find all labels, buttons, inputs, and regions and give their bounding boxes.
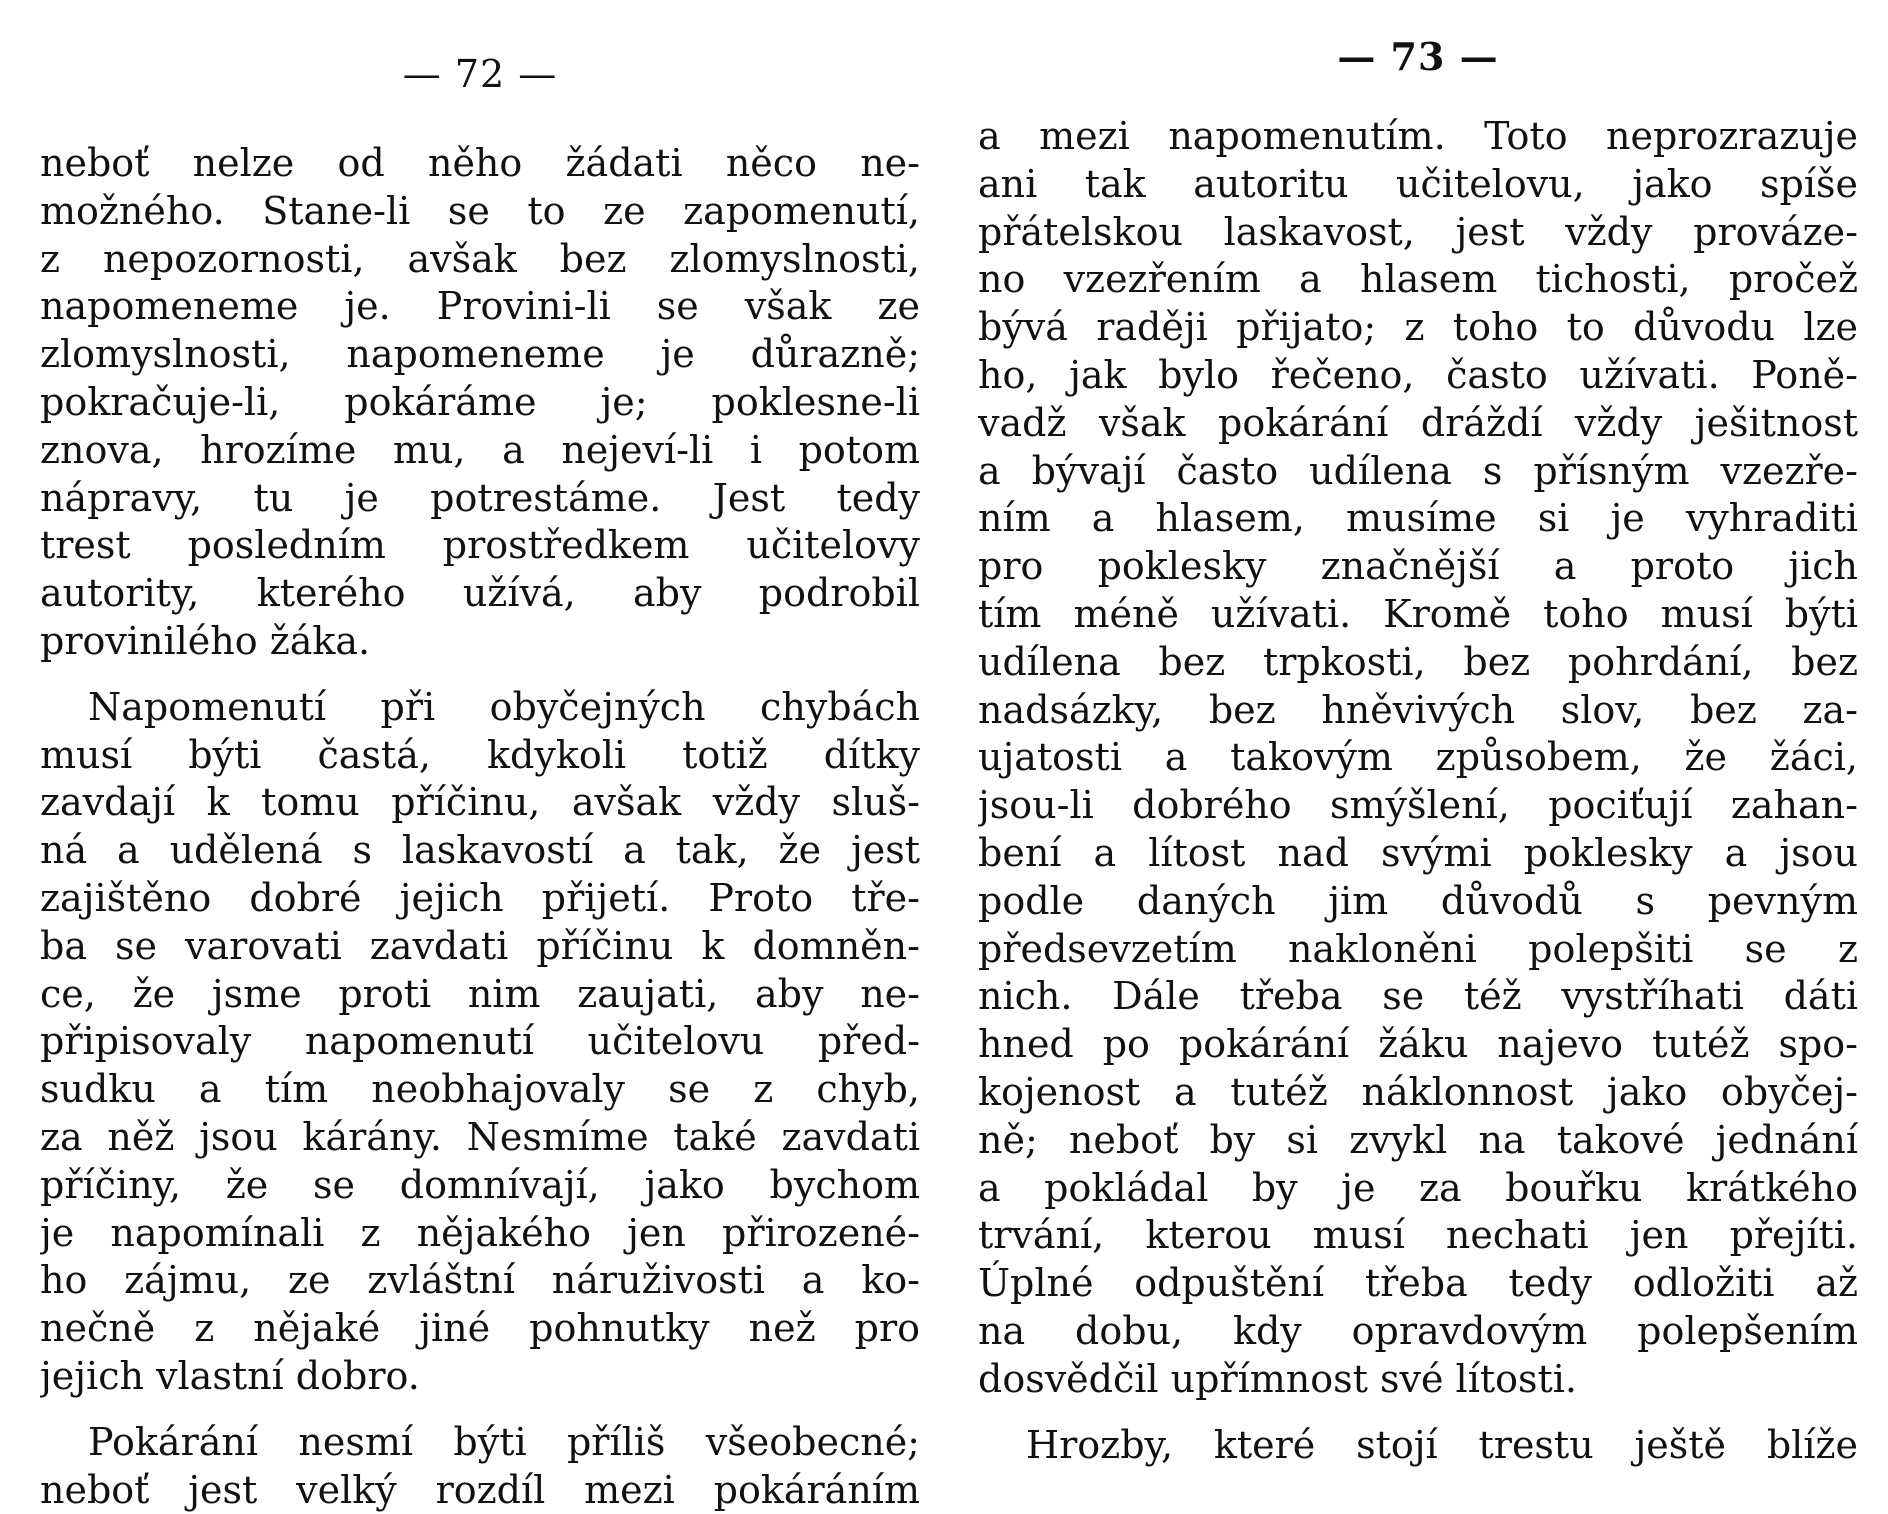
text-line: Napomenutí při obyčejných chybách xyxy=(88,684,920,729)
text-line: příčiny, že se domnívají, jako bychom xyxy=(40,1162,920,1207)
text-line: autority, kterého užívá, aby podrobil xyxy=(40,571,920,616)
text-line: neboť nelze od něho žádati něco ne- xyxy=(40,141,920,185)
text-line: a pokládal by je za bouřku krátkého xyxy=(978,1165,1858,1210)
text-line: no vzezřením a hlasem tichosti, pročež xyxy=(978,257,1858,302)
text-line: předsevzetím nakloněni polepšiti se z xyxy=(978,926,1858,971)
text-line: udílena bez trpkosti, bez pohrdání, bez xyxy=(978,639,1858,684)
text-line: sudku a tím neobhajovaly se z chyb, xyxy=(40,1067,920,1112)
text-line: vadž však pokárání dráždí vždy ješitnost xyxy=(978,400,1858,445)
text-line: pro poklesky značnější a proto jich xyxy=(978,544,1858,589)
text-line: musí býti častá, kdykoli totiž dítky xyxy=(40,732,920,777)
text-line: ho, jak bylo řečeno, často užívati. Poně- xyxy=(978,352,1858,397)
text-line: bývá raději přijato; z toho to důvodu lze xyxy=(978,305,1858,350)
text-line: Hrozby, které stojí trestu ještě blíže xyxy=(1026,1422,1858,1467)
text-line: zavdají k tomu příčinu, avšak vždy sluš- xyxy=(40,780,920,825)
text-line: zlomyslnosti, napomeneme je důrazně; xyxy=(40,332,920,377)
text-line: ho zájmu, ze zvláštní náruživosti a ko- xyxy=(40,1258,920,1303)
text-line: přátelskou laskavost, jest vždy prováze- xyxy=(978,209,1858,254)
text-line: ujatosti a takovým způsobem, že žáci, xyxy=(978,735,1858,780)
text-line: nich. Dále třeba se též vystříhati dáti xyxy=(978,974,1858,1019)
text-line: ním a hlasem, musíme si je vyhraditi xyxy=(978,496,1858,541)
text-line: neboť jest velký rozdíl mezi pokáráním xyxy=(40,1467,920,1512)
text-line: kojenost a tutéž náklonnost jako obyčej- xyxy=(978,1069,1858,1114)
text-line: podle daných jim důvodů s pevným xyxy=(978,878,1858,923)
text-line: hned po pokárání žáku najevo tutéž spo- xyxy=(978,1022,1858,1067)
text-line: nápravy, tu je potrestáme. Jest tedy xyxy=(40,475,920,520)
text-line: ba se varovati zavdati příčinu k domněn- xyxy=(40,923,920,968)
text-line: Úplné odpuštění třeba tedy odložiti až xyxy=(978,1261,1858,1306)
left-page-text xyxy=(40,140,920,1514)
text-line: a mezi napomenutím. Toto neprozrazuje xyxy=(978,114,1858,158)
text-line: za něž jsou kárány. Nesmíme také zavdati xyxy=(40,1114,920,1159)
left-page xyxy=(40,0,920,1512)
text-line: nadsázky, bez hněvivých slov, bez za- xyxy=(978,687,1858,732)
page-number-73: — 73 — xyxy=(1337,34,1499,79)
page-number-72: — 72 — xyxy=(402,52,558,96)
text-line: ani tak autoritu učitelovu, jako spíše xyxy=(978,161,1858,206)
text-line: Pokárání nesmí býti příliš všeobecné; xyxy=(88,1419,920,1464)
text-line: jejich vlastní dobro. xyxy=(40,1353,420,1398)
paragraph-gap xyxy=(40,666,920,684)
text-line: připisovaly napomenutí učitelovu před- xyxy=(40,1019,920,1064)
text-line: bení a lítost nad svými poklesky a jsou xyxy=(978,830,1858,875)
text-line: trvání, kterou musí nechati jen přejíti. xyxy=(978,1213,1858,1258)
paragraph-gap xyxy=(40,1401,920,1419)
text-line: nečně z nějaké jiné pohnutky než pro xyxy=(40,1306,920,1351)
right-page xyxy=(978,0,1858,1500)
text-line: a bývají často udílena s přísným vzezře- xyxy=(978,448,1858,493)
text-line: možného. Stane-li se to ze zapomenutí, xyxy=(40,188,920,233)
text-line: zajištěno dobré jejich přijetí. Proto tře- xyxy=(40,875,920,920)
text-line: z nepozornosti, avšak bez zlomyslnosti, xyxy=(40,236,920,281)
text-line: napomeneme je. Provini-li se však ze xyxy=(40,284,920,329)
text-line: na dobu, kdy opravdovým polepšením xyxy=(978,1308,1858,1353)
text-line: tím méně užívati. Kromě toho musí býti xyxy=(978,591,1858,636)
text-line: je napomínali z nějakého jen přirozené- xyxy=(40,1210,920,1255)
right-page-text xyxy=(978,113,1858,1469)
text-line: jsou-li dobrého smýšlení, pociťují zahan- xyxy=(978,783,1858,828)
text-line: znova, hrozíme mu, a nejeví-li i potom xyxy=(40,427,920,472)
paragraph-gap xyxy=(978,1404,1858,1422)
text-line: dosvědčil upřímnost své lítosti. xyxy=(978,1356,1578,1401)
text-line: trest posledním prostředkem učitelovy xyxy=(40,523,920,568)
text-line: pokračuje-li, pokáráme je; poklesne-li xyxy=(40,379,920,424)
text-line: ná a udělená s laskavostí a tak, že jest xyxy=(40,828,920,873)
text-line: ce, že jsme proti nim zaujati, aby ne- xyxy=(40,971,920,1016)
text-line: ně; neboť by si zvykl na takové jednání xyxy=(978,1117,1858,1162)
text-line: provinilého žáka. xyxy=(40,618,371,663)
